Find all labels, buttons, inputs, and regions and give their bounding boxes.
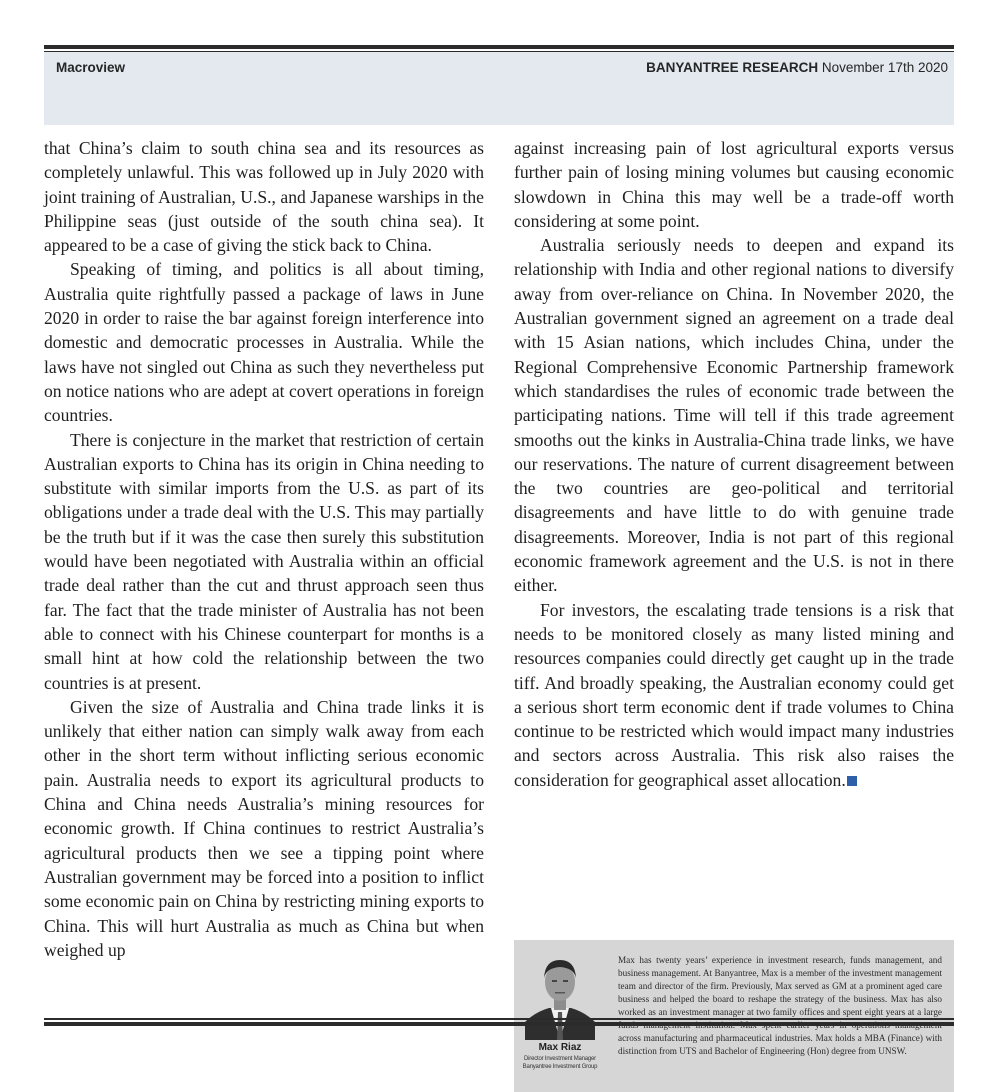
author-bio-text: Max has twenty years’ experience in investment research, funds management, and business management. At Banyantree, Max is a member of the investment management team and director of the firm. Previously, Max served as GM at a prominent aged care business and helped the board to reshape the strategy of the business. Max has also worked as an investment manager at two family offices and spent eight years at a large funds management institution. Max spent earlier years in operations management across manufacturing and pharmaceutical industries. Max holds a MBA (Finance) with distinction from UTS and Bachelor of Engineering (Hon) degree from UNSW. <box>618 955 942 1056</box>
brand-name: BANYANTREE RESEARCH <box>646 60 819 75</box>
footer-rule <box>44 1018 954 1026</box>
author-name: Max Riaz <box>538 1042 582 1053</box>
header-rule-thick <box>44 45 954 49</box>
newsletter-page <box>44 45 954 1070</box>
author-bio-box <box>514 940 954 1092</box>
paragraph: Given the size of Australia and China trade links it is unlikely that either nation can simply walk away from each other in the short term without inflicting serious economic pain. Australia needs to export its agricultural products to China and China needs Australia’s mining resources for economic growth. If China continues to restrict Australia’s agricultural products then we see a tipping point where Australian government may be forced into a position to inflict some economic pain on China by restricting mining exports to China. This will hurt Australia as much as China but when weighed up <box>44 696 484 960</box>
right-column <box>514 136 954 792</box>
paragraph: There is conjecture in the market that restriction of certain Australian exports to China has its origin in China needing to substitute with similar imports from the U.S. as part of its obligations under a trade deal with the U.S. This may partially be the truth but if it was the case then surely this substitution would have been negotiated with Australia within an official trade deal rather than the cut and thrust approach seen thus far. The fact that the trade minister of Australia has not been able to connect with his Chinese counterpart for months is a small hint at how cold the relationship between the two countries is at present. <box>44 429 484 693</box>
publication-info <box>646 60 948 75</box>
final-paragraph <box>514 598 954 792</box>
author-title: Director Investment Manager <box>524 1056 596 1062</box>
paragraph: Speaking of timing, and politics is all about timing, Australia quite rightfully passed a package of laws in June 2020 in order to raise the bar against foreign interference into domestic and democratic processes in Australia. While the laws have not singled out China as such they nevertheless put on notice nations who are adept at covert operations in foreign countries. <box>44 259 484 426</box>
left-column <box>44 136 484 962</box>
author-photo <box>525 950 595 1040</box>
footer-rule-thick <box>44 1022 954 1026</box>
paragraph-text: For investors, the escalating trade tensions is a risk that needs to be monitored closely as many listed mining and resources companies could directly get caught up in the trade tiff. And broadly speaking, the Australian economy could get a serious short term economic dent if trade volumes to China continue to be restricted which would impact many industries and sectors across Australia. This risk also raises the consideration for geographical asset allocation. <box>514 599 954 790</box>
footer-rule-thin <box>44 1018 954 1020</box>
publication-date: November 17th 2020 <box>821 60 948 75</box>
paragraph: Australia seriously needs to deepen and expand its relationship with India and other regional nations to diversify away from over-reliance on China. In November 2020, the Australian government signed an agreement on a trade deal with 15 Asian nations, which includes China, under the Regional Comprehensive Economic Partnership framework which standardises the rules of economic trade between the participating nations. Time will tell if this trade agreement smooths out the kinks in Australia-China trade links, we have our reservations. The nature of current disagreement between the two countries are geo-political and territorial disagreements and have little to do with genuine trade disagreements. Moreover, India is not part of this regional economic framework agreement and the U.S. is not in there either. <box>514 235 954 596</box>
page-header <box>44 52 954 125</box>
paragraph: that China’s claim to south china sea and its resources as completely unlawful. This was followed up in July 2020 with joint training of Australian, U.S., and Japanese warships in the Philippine seas (just outside of the south china sea). It appeared to be a case of giving the stick back to China. <box>44 138 484 256</box>
section-title: Macroview <box>56 60 126 75</box>
end-of-article-icon <box>847 776 857 786</box>
author-organization: Banyantree Investment Group <box>522 1064 598 1070</box>
paragraph: against increasing pain of lost agricultural exports versus further pain of losing mining volumes but causing economic slowdown in China this may well be a trade-off worth considering at some point. <box>514 138 954 231</box>
